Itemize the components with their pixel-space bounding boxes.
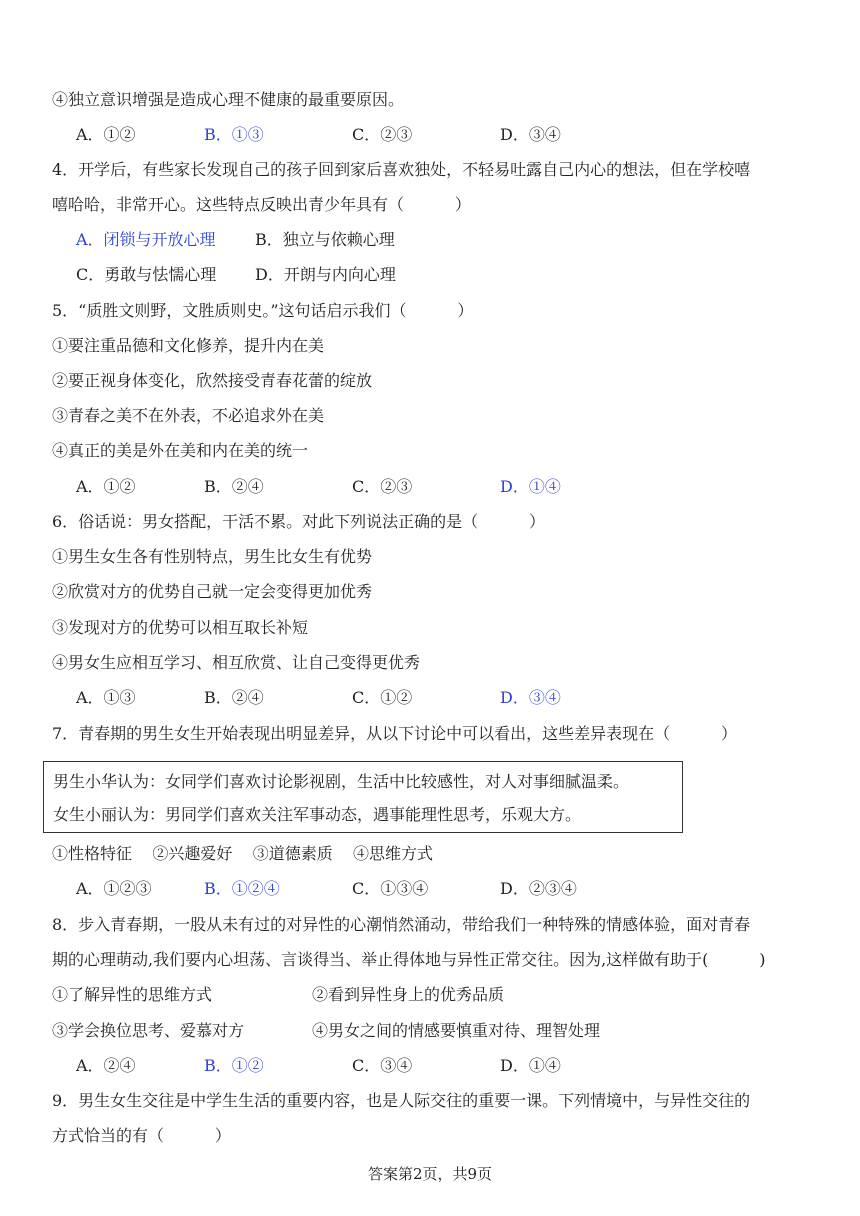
q6-option-b: B．②④ <box>204 688 264 707</box>
q6-statement-1: ①男生女生各有性别特点，男生比女生有优势 <box>52 547 373 566</box>
q5-option-d-answer: D．①④ <box>500 477 561 496</box>
q5-statement-4: ④真正的美是外在美和内在美的统一 <box>52 441 309 460</box>
q7-option-b-answer: B．①②④ <box>204 879 280 898</box>
q4-option-b: B．独立与依赖心理 <box>255 230 395 249</box>
q6-statement-2: ②欣赏对方的优势自己就一定会变得更加优秀 <box>52 582 373 601</box>
q7-option-a: A．①②③ <box>76 879 152 898</box>
q6-stem: 6．俗话说：男女搭配，干活不累。对此下列说法正确的是（ ） <box>52 512 546 531</box>
q5-option-a: A．①② <box>76 477 136 496</box>
q5-statement-3: ③青春之美不在外表，不必追求外在美 <box>52 406 325 425</box>
q6-statement-4: ④男女生应相互学习、相互欣赏、让自己变得更优秀 <box>52 653 421 672</box>
q8-option-a: A．②④ <box>76 1056 136 1075</box>
q6-option-d-answer: D．③④ <box>500 688 561 707</box>
q8-option-c: C．③④ <box>352 1056 413 1075</box>
q3-option-a: A．①② <box>76 125 136 144</box>
q6-option-a: A．①③ <box>76 688 136 707</box>
q5-stem: 5．“质胜文则野，文胜质则史。”这句话启示我们（ ） <box>52 301 474 320</box>
q9-stem-line1: 9．男生女生交往是中学生生活的重要内容，也是人际交往的重要一课。下列情境中，与异性交往的 <box>52 1091 751 1110</box>
q8-statement-2: ②看到异性身上的优秀品质 <box>312 985 505 1004</box>
q6-option-c: C．①② <box>352 688 413 707</box>
q4-stem-line2: 嘻哈哈，非常开心。这些特点反映出青少年具有（ ） <box>52 195 471 214</box>
page-footer: 答案第2页，共9页 <box>367 1165 493 1183</box>
q7-option-c: C．①③④ <box>352 879 429 898</box>
q4-option-d: D．开朗与内向心理 <box>255 265 396 284</box>
q3-statement-4: ④独立意识增强是造成心理不健康的最重要原因。 <box>52 90 405 109</box>
q8-statement-4: ④男女之间的情感要慎重对待、理智处理 <box>312 1021 601 1040</box>
q4-stem-line1: 4．开学后，有些家长发现自己的孩子回到家后喜欢独处，不轻易吐露自己内心的想法，但在学校嘻 <box>52 160 751 179</box>
q7-discussion-line2: 女生小丽认为：男同学们喜欢关注军事动态，遇事能理性思考，乐观大方。 <box>53 805 582 824</box>
q7-option-d: D．②③④ <box>500 879 577 898</box>
q7-discussion-line1: 男生小华认为：女同学们喜欢讨论影视剧，生活中比较感性，对人对事细腻温柔。 <box>53 772 630 791</box>
q3-option-c: C．②③ <box>352 125 413 144</box>
q5-statement-1: ①要注重品德和文化修养，提升内在美 <box>52 336 325 355</box>
q6-statement-3: ③发现对方的优势可以相互取长补短 <box>52 618 309 637</box>
q7-stem: 7．青春期的男生女生开始表现出明显差异，从以下讨论中可以看出，这些差异表现在（ ） <box>52 724 738 743</box>
q8-option-b-answer: B．①② <box>204 1056 264 1075</box>
q8-statement-3: ③学会换位思考、爱慕对方 <box>52 1021 245 1040</box>
q3-option-d: D．③④ <box>500 125 561 144</box>
q8-option-d: D．①④ <box>500 1056 561 1075</box>
q4-option-c: C．勇敢与怯懦心理 <box>76 265 217 284</box>
q5-statement-2: ②要正视身体变化，欣然接受青春花蕾的绽放 <box>52 371 373 390</box>
q8-stem-line1: 8．步入青春期，一股从未有过的对异性的心潮悄然涌动，带给我们一种特殊的情感体验，面对青春 <box>52 915 751 934</box>
q7-discussion-box <box>43 761 683 833</box>
q5-option-b: B．②④ <box>204 477 264 496</box>
q3-option-b-answer: B．①③ <box>204 125 264 144</box>
q8-stem-line2: 期的心理萌动,我们要内心坦荡、言谈得当、举止得体地与异性正常交往。因为,这样做有助于( ) <box>52 950 766 969</box>
q8-statement-1: ①了解异性的思维方式 <box>52 985 213 1004</box>
q5-option-c: C．②③ <box>352 477 413 496</box>
q7-statements: ①性格特征 ②兴趣爱好 ③道德素质 ④思维方式 <box>52 844 434 863</box>
q4-option-a-answer: A．闭锁与开放心理 <box>76 230 216 249</box>
q9-stem-line2: 方式恰当的有（ ） <box>52 1126 231 1145</box>
